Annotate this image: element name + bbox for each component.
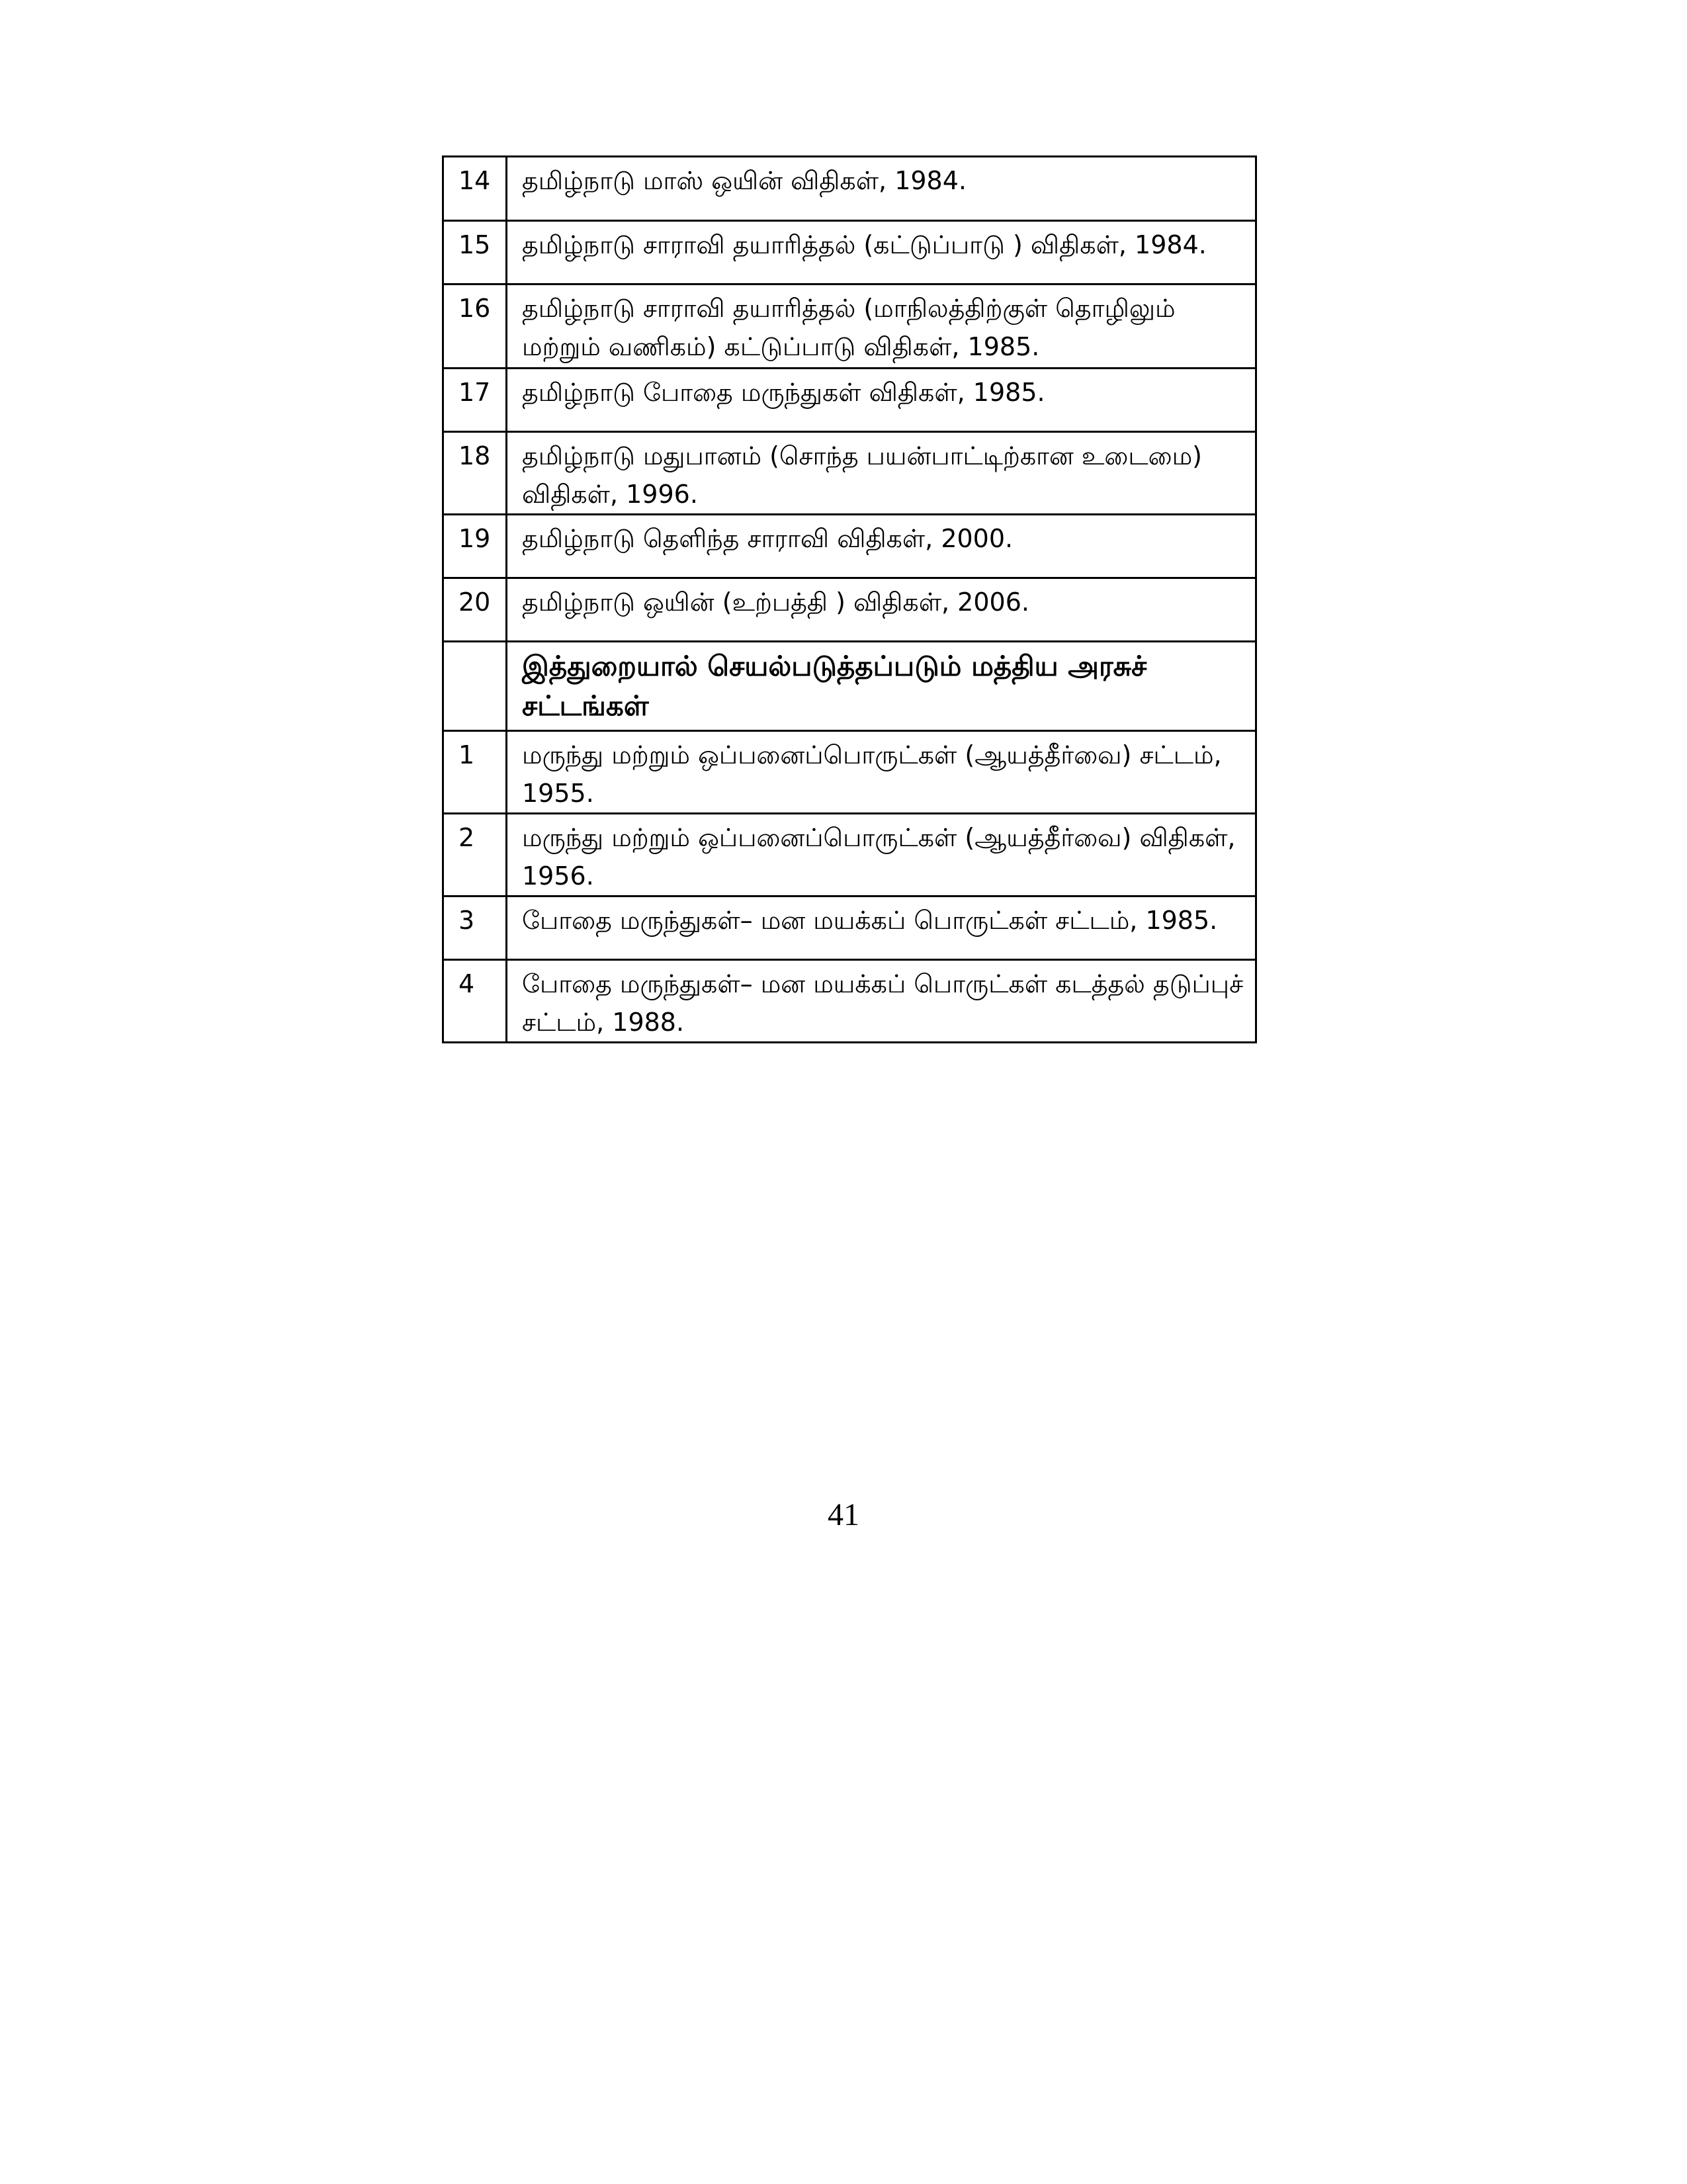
table-row — [443, 896, 1256, 960]
row-text: மருந்து மற்றும் ஒப்பனைப்பொருட்கள் (ஆயத்தீர்வை) விதிகள், 1956. — [507, 814, 1256, 896]
row-text: தமிழ்நாடு ஒயின் (உற்பத்தி ) விதிகள், 2006. — [507, 578, 1256, 642]
row-number: 16 — [443, 284, 507, 369]
table-row — [443, 221, 1256, 284]
row-number: 19 — [443, 515, 507, 578]
row-text: மருந்து மற்றும் ஒப்பனைப்பொருட்கள் (ஆயத்தீர்வை) சட்டம், 1955. — [507, 731, 1256, 814]
row-number: 4 — [443, 960, 507, 1043]
table-row — [443, 578, 1256, 642]
row-number: 17 — [443, 369, 507, 432]
row-number: 14 — [443, 157, 507, 221]
row-number: 1 — [443, 731, 507, 814]
row-number: 2 — [443, 814, 507, 896]
row-text: தமிழ்நாடு சாராவி தயாரித்தல் (கட்டுப்பாடு ) விதிகள், 1984. — [507, 221, 1256, 284]
row-number: 15 — [443, 221, 507, 284]
table-row — [443, 369, 1256, 432]
row-text: போதை மருந்துகள்– மன மயக்கப் பொருட்கள் கடத்தல் தடுப்புச் சட்டம், 1988. — [507, 960, 1256, 1043]
table-row — [443, 731, 1256, 814]
row-number: 3 — [443, 896, 507, 960]
row-number: 18 — [443, 432, 507, 515]
row-number-empty — [443, 642, 507, 731]
rules-table — [442, 155, 1257, 1043]
row-text: தமிழ்நாடு மதுபானம் (சொந்த பயன்பாட்டிற்கான உடைமை) விதிகள், 1996. — [507, 432, 1256, 515]
row-text: தமிழ்நாடு போதை மருந்துகள் விதிகள், 1985. — [507, 369, 1256, 432]
table-row — [443, 515, 1256, 578]
table-row — [443, 157, 1256, 221]
row-text: தமிழ்நாடு தெளிந்த சாராவி விதிகள், 2000. — [507, 515, 1256, 578]
page-number: 41 — [828, 1497, 859, 1532]
row-text: தமிழ்நாடு சாராவி தயாரித்தல் (மாநிலத்திற்குள் தொழிலும் மற்றும் வணிகம்) கட்டுப்பாடு விதிகள், 1985. — [507, 284, 1256, 369]
row-number: 20 — [443, 578, 507, 642]
table-row — [443, 284, 1256, 369]
table-row — [443, 814, 1256, 896]
row-text: தமிழ்நாடு மாஸ் ஒயின் விதிகள், 1984. — [507, 157, 1256, 221]
row-text: போதை மருந்துகள்– மன மயக்கப் பொருட்கள் சட்டம், 1985. — [507, 896, 1256, 960]
section-heading-row — [443, 642, 1256, 731]
table-row — [443, 432, 1256, 515]
section-heading: இத்துறையால் செயல்படுத்தப்படும் மத்திய அரசுச் சட்டங்கள் — [507, 642, 1256, 731]
table-row — [443, 960, 1256, 1043]
